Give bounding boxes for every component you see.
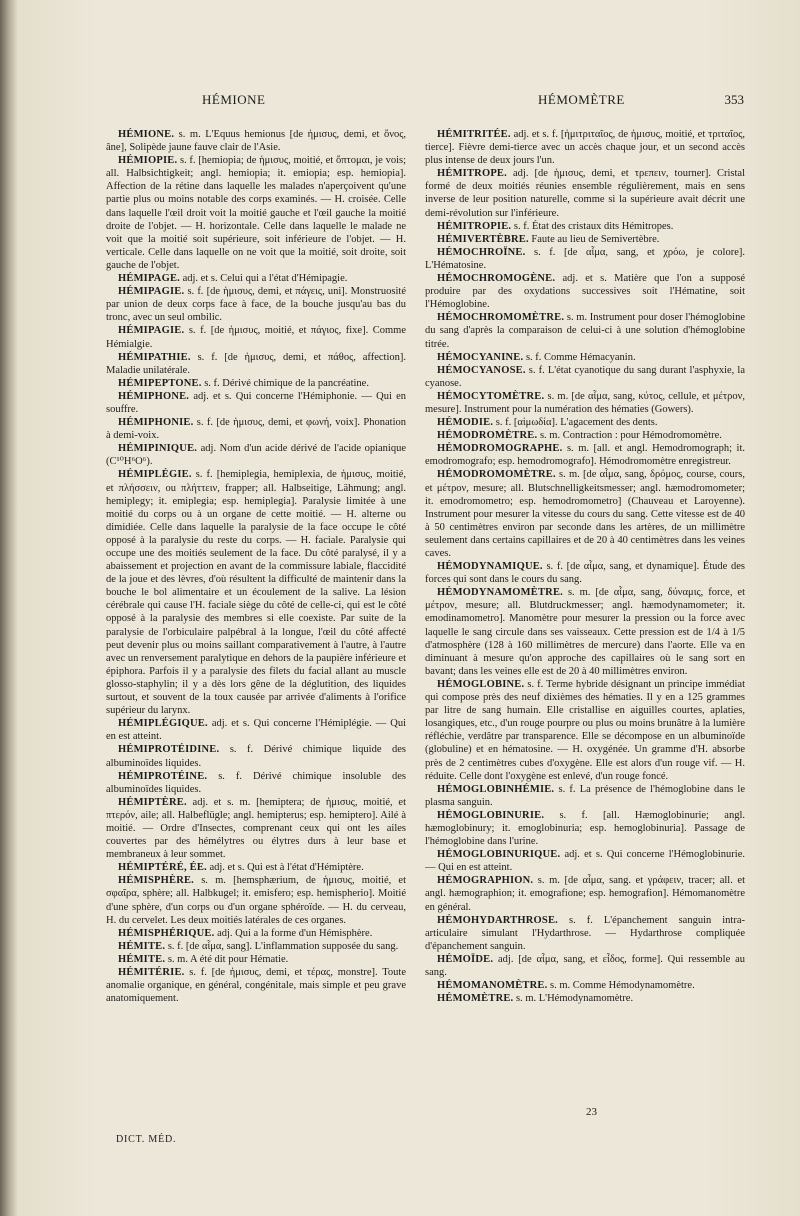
entry-headword: HÉMIPATHIE. bbox=[118, 351, 191, 363]
entry-definition: s. f. [hemiopia; de ἡμισυς, moitié, et ὄπτομαι, je vois; all. Halbsichtigkeit; angl. hemiopia; it. emiopia; esp. hemiopia]. Affection de la rétine dans laquelle les malades n'aperçoivent qu'une partie plus ou moins notable des corps examinés. — H. croisée. Celle dans laquelle l'œil droit voit la moitié gauche et l'œil gauche la moitié droite de l'objet. — H. horizontale. Celle dans laquelle le malade ne voit que la moitié soit supérieure, soit inférieure de l'objet. — H. verticale. Celle dans laquelle on ne voit que la moitié, soit droite, soit gauche de l'objet. bbox=[106, 155, 406, 271]
right-column bbox=[425, 128, 745, 1005]
dictionary-entry bbox=[425, 953, 745, 979]
entry-headword: HÉMIPHONE. bbox=[118, 390, 190, 402]
dictionary-entry bbox=[425, 272, 745, 311]
entry-headword: HÉMODIE. bbox=[437, 417, 494, 429]
entry-headword: HÉMOCYANOSE. bbox=[437, 364, 526, 376]
dictionary-entry bbox=[106, 390, 406, 416]
dictionary-entry bbox=[425, 167, 745, 219]
entry-definition: s. f. [de αἷμα, sang]. L'inflammation supposée du sang. bbox=[165, 940, 399, 952]
entry-headword: HÉMITROPIE. bbox=[437, 220, 512, 232]
entry-definition: s. m. Contraction : pour Hémodromomètre. bbox=[537, 430, 722, 442]
dictionary-entry bbox=[106, 966, 406, 1005]
dictionary-entry bbox=[425, 874, 745, 913]
entry-headword: HÉMIPTÈRE. bbox=[118, 796, 187, 808]
entry-headword: HÉMODROMOMÈTRE. bbox=[437, 469, 556, 481]
page-number: 353 bbox=[724, 92, 744, 107]
entry-headword: HÉMITRITÉE. bbox=[437, 129, 511, 140]
entry-definition: s. m. [all. et angl. Hemodromograph; it. emodromografo; esp. hemodromografo]. Hémodromomètre enregistreur. bbox=[425, 443, 745, 468]
dictionary-entry bbox=[425, 678, 745, 783]
running-header bbox=[106, 92, 744, 112]
dictionary-entry bbox=[106, 351, 406, 377]
dictionary-entry bbox=[106, 940, 406, 953]
entry-definition: s. f. État des cristaux dits Hémitropes. bbox=[511, 220, 674, 232]
entry-headword: HÉMIOPIE. bbox=[118, 155, 178, 167]
entry-definition: s. f. Terme hybride désignant un principe immédiat qui compose près des neuf dixièmes des hématies. Il y en a 125 grammes par litre de sang humain. Elle cristallise en aiguilles courtes, aplaties, losangiques, etc., d'un rouge pourpre ou plus ou moins brunâtre à la lumière réfléchie, verdâtre par transparence. Elle se décompose en un albuminoïde (globuline) et en hématosine. — H. oxygénée. Un gramme d'H. absorbe près de 2 centimètres cubes d'oxygène. Elle est alors d'un rouge vif. — H. réduite. Celle dont l'oxygène est enlevé, d'un rouge foncé. bbox=[425, 678, 745, 782]
entry-definition: adj. et s. f. [ἡμιτριταῖος, de ἡμισυς, moitié, et τριταῖος, tierce]. Fièvre demi-tierce avec un accès chaque jour, et un second accès plus intense de deux jours l'un. bbox=[425, 129, 745, 167]
entry-headword: HÉMIPAGE. bbox=[118, 273, 180, 285]
entry-definition: s. f. [de ἡμισυς, moitié, et πάγιος, fixe]. Comme Hémialgie. bbox=[106, 325, 406, 350]
entry-headword: HÉMITÉRIE. bbox=[118, 967, 185, 978]
dictionary-entry bbox=[425, 783, 745, 809]
entry-definition: adj. et s. Qui concerne l'Hémiplégie. — Qui en est atteint. bbox=[106, 718, 406, 743]
dictionary-entry bbox=[425, 992, 745, 1005]
dictionary-entry bbox=[425, 128, 745, 167]
signature-mark: 23 bbox=[586, 1106, 597, 1118]
entry-headword: HÉMOMANOMÈTRE. bbox=[437, 980, 548, 992]
entry-definition: adj. Nom d'un acide dérivé de l'acide opianique (C¹⁰H⁶O⁶). bbox=[106, 443, 406, 468]
entry-headword: HÉMOCHROMOGÈNE. bbox=[437, 273, 556, 285]
entry-definition: s. m. A été dit pour Hématie. bbox=[165, 953, 289, 965]
entry-definition: adj. et s. Matière que l'on a supposé produire par des oxydations successives soit l'Hématine, soit l'Hémoglobine. bbox=[425, 273, 745, 311]
entry-definition: s. f. [de αἷμα, sang, et dynamique]. Étude des forces qui sont dans le cours du sang. bbox=[425, 561, 745, 586]
entry-headword: HÉMOCYANINE. bbox=[437, 351, 524, 363]
dictionary-entry bbox=[425, 220, 745, 233]
entry-definition: s. f. [αἱμωδία]. L'agacement des dents. bbox=[493, 417, 658, 429]
dictionary-entry bbox=[425, 246, 745, 272]
entry-definition: Faute au lieu de Semivertèbre. bbox=[528, 233, 660, 245]
entry-headword: HÉMOÏDE. bbox=[437, 953, 494, 965]
entry-headword: HÉMIPROTÉINE. bbox=[118, 770, 208, 782]
dictionary-entry bbox=[106, 717, 406, 743]
entry-headword: HÉMISPHÉRIQUE. bbox=[118, 927, 215, 939]
dictionary-entry bbox=[425, 429, 745, 442]
entry-headword: HÉMITE. bbox=[118, 953, 166, 965]
dictionary-entry bbox=[106, 796, 406, 861]
entry-definition: s. m. [de αἷμα, sang, δύναμις, force, et μέτρον, mesure; all. Blutdruckmesser; angl. hæmodynamometer; it. emodinamometro]. Manomètre pour mesurer la pression ou la force avec laquelle le sang circule dans ses vaisseaux. Cette pression est de 1/4 à 1/5 d'atmosphère (128 à 160 millimètres de mercure) dans l'aorte. Elle va en diminuant à mesure qu'on approche des capillaires où le sang sort en bavant; dans les veines elle est de 20 à 40 millimètres environ. bbox=[425, 587, 745, 677]
entry-headword: HÉMIPAGIE. bbox=[118, 286, 185, 298]
entry-headword: HÉMIPLÉGIQUE. bbox=[118, 718, 208, 730]
entry-headword: HÉMODROMÈTRE. bbox=[437, 430, 538, 442]
entry-definition: adj. [de ἡμισυς, demi, et τρεπειν, tourner]. Cristal formé de deux moitiés réunies ensemble régulièrement, mais en sens inverse de leur position naturelle, comme si la supérieure avait décrit une demi-révolution sur l'inférieure. bbox=[425, 168, 745, 219]
entry-definition: s. f. L'épanchement sanguin intra-articulaire simulant l'Hydarthrose. — Hydarthrose compliquée d'épanchement sanguin. bbox=[425, 914, 745, 952]
entry-definition: s. f. [de ἡμισυς, demi, et πάθος, affection]. Maladie unilatérale. bbox=[106, 351, 406, 376]
entry-definition: s. f. [de ἡμισυς, demi, et φωνή, voix]. Phonation à demi-voix. bbox=[106, 417, 406, 442]
entry-definition: s. m. [de αἷμα, sang. et γράφειν, tracer; all. et angl. hæmographion; it. emografione; esp. hemografion]. Hémomanomètre en général. bbox=[425, 875, 745, 913]
entry-definition: s. m. [hemsphærium, de ἡμισυς, moitié, et σφαῖρα, sphère; all. Halbkugel; it. emisfero; esp. hemispherio]. Moitié d'une sphère, d'un corps ou d'un organe sphéroïde. — H. du cerveau, H. du cervelet. Les deux moitiés latérales de ces organes. bbox=[106, 875, 406, 926]
entry-headword: HÉMOCHROÏNE. bbox=[437, 246, 526, 258]
entry-headword: HÉMOGLOBINE. bbox=[437, 678, 525, 690]
dictionary-entry bbox=[106, 874, 406, 926]
entry-headword: HÉMODYNAMOMÈTRE. bbox=[437, 587, 563, 599]
dictionary-entry bbox=[106, 953, 406, 966]
entry-definition: s. m. L'Hémodynamomètre. bbox=[513, 993, 634, 1005]
entry-definition: adj. et s. m. [hemiptera; de ἡμισυς, moitié, et πτερόν, aile; all. Halbeflügle; angl. hemipterus; esp. hemiptero]. Ailé à moitié. — Ordre d'Insectes, comprenant ceux qui ont les ailes couvertes par des hémélytres ou élytres durs à leur base et membraneux à leur sommet. bbox=[106, 796, 406, 861]
dictionary-entry bbox=[425, 311, 745, 350]
dictionary-entry bbox=[106, 416, 406, 442]
dictionary-entry bbox=[106, 927, 406, 940]
entry-definition: s. f. Dérivé chimique liquide des albuminoïdes liquides. bbox=[106, 744, 406, 769]
dictionary-entry bbox=[425, 848, 745, 874]
dictionary-entry bbox=[106, 285, 406, 324]
header-right-word: HÉMOMÈTRE bbox=[538, 92, 625, 107]
dictionary-entry bbox=[106, 468, 406, 717]
entry-headword: HÉMOCYTOMÈTRE. bbox=[437, 390, 545, 402]
dictionary-entry bbox=[106, 770, 406, 796]
dictionary-entry bbox=[425, 586, 745, 678]
dictionary-entry bbox=[106, 861, 406, 874]
page-gutter-shadow bbox=[0, 0, 18, 1216]
entry-headword: HÉMIPTÉRÉ, ÉE. bbox=[118, 862, 207, 874]
dictionary-entry bbox=[106, 324, 406, 350]
entry-definition: s. f. Dérivé chimique insoluble des albuminoïdes liquides. bbox=[106, 770, 406, 795]
entry-definition: s. m. L'Equus hemionus [de ἡμισυς, demi, et ὄνος, âne], Solipède jaune fauve clair de l'Asie. bbox=[106, 129, 406, 154]
dictionary-entry bbox=[425, 233, 745, 246]
entry-definition: s. f. [all. Hæmoglobinurie; angl. hæmoglobinury; it. emoglobinuria; esp. hemoglobinuria]. Passage de l'hémoglobine dans l'urine. bbox=[425, 809, 745, 848]
entry-headword: HÉMITE. bbox=[118, 940, 166, 952]
entry-headword: HÉMISPHÈRE. bbox=[118, 875, 195, 887]
entry-headword: HÉMITROPE. bbox=[437, 168, 507, 180]
dictionary-entry bbox=[106, 154, 406, 272]
left-column bbox=[106, 128, 406, 1005]
entry-headword: HÉMIPEPTONE. bbox=[118, 377, 202, 389]
dictionary-entry bbox=[425, 914, 745, 953]
dictionary-entry bbox=[425, 442, 745, 468]
entry-definition: adj. [de αἷμα, sang, et εἶδος, forme]. Qui ressemble au sang. bbox=[425, 953, 745, 978]
entry-headword: HÉMIVERTÈBRE. bbox=[437, 233, 529, 245]
entry-definition: adj. Qui a la forme d'un Hémisphère. bbox=[214, 927, 373, 939]
dictionary-entry bbox=[425, 351, 745, 364]
header-left-word: HÉMIONE bbox=[202, 92, 266, 107]
dictionary-entry bbox=[106, 442, 406, 468]
entry-definition: adj. et s. Celui qui a l'état d'Hémipagie. bbox=[179, 273, 348, 285]
entry-definition: s. m. [de αἷμα, sang, κύτος, cellule, et μέτρον, mesure]. Instrument pour la numération des hématies (Gowers). bbox=[425, 390, 745, 415]
dictionary-entry bbox=[425, 416, 745, 429]
entry-definition: adj. et s. Qui est à l'état d'Hémiptère. bbox=[206, 862, 364, 874]
entry-headword: HÉMIPAGIE. bbox=[118, 325, 185, 337]
dictionary-entry bbox=[425, 468, 745, 560]
entry-headword: HÉMOGLOBINURIQUE. bbox=[437, 849, 561, 861]
dictionary-entry bbox=[425, 364, 745, 390]
entry-headword: HÉMOGLOBINHÉMIE. bbox=[437, 783, 555, 795]
entry-definition: s. f. [de ἡμισυς, demi, et πάγεις, uni]. Monstruosité par union de deux corps face à face, de la bouche jusqu'au bas du tronc, avec un seul ombilic. bbox=[106, 286, 406, 324]
entry-definition: s. m. [de αἷμα, sang, δρόμος, course, cours, et μέτρον, mesure; all. Blutschnelligkeitsmesser; angl. hæmodromometer; it. emodromometro; esp. hemodromometro] (Chauveau et Laroyenne). Instrument pour mesurer la vitesse du cours du sang. Cette vitesse est de 40 à 50 centimètres environ par seconde dans les artères, de un millimètre seulement dans certains capillaires et de 20 à 40 centimètres dans les veines caves. bbox=[425, 469, 745, 559]
entry-headword: HÉMOGLOBINURIE. bbox=[437, 809, 545, 821]
entry-definition: s. f. [hemiplegia, hemiplexia, de ἡμισυς, moitié, et πλήσσειν, ou πλήττειν, frapper; all. Halbseitige, Lähmung; angl. hemiplegy; it. emiplegia; esp. hemiplegia]. Paralysie limitée à une moitié du corps ou à un organe de cette moitié. — H. alterne ou dimidiée. Celle dans laquelle la paralysie de la face occupe le côté opposé à la paralysie du reste du corps. — H. faciale. Paralysie qui occupe une des moitiés seulement de la face. Du côté paralysé, il y a abaissement et projection en avant de la commissure labiale, flaccidité de la joue et des lèvres, d'où résultent la difficulté de maintenir dans la bouche le bol alimentaire et un écoulement de la salive. La lésion cérébrale qui cause l'H. faciale siège du côté de celle-ci, qui est le côté opposé à la paralysie des membres si elle coexiste. Par suite de la paralysie de l'orbiculaire palpébral à la longue, l'œil du côté affecté peut devenir plus ou moins saillant comparativement à l'autre, à l'autre avec un renversement paralytique en dehors de la paupière inférieure et épiphora. Parfois il y a paralysie des filets du facial allant au muscle glosso-staphylin; il y a dès lors gêne de la déglutition, des liquides surtout, et souvent de la toux causée par arrivée d'aliments à l'orifice supérieur du larynx. bbox=[106, 469, 406, 717]
entry-headword: HÉMIONE. bbox=[118, 129, 175, 140]
entry-headword: HÉMIPLÉGIE. bbox=[118, 469, 192, 481]
entry-definition: s. f. L'état cyanotique du sang durant l'asphyxie, la cyanose. bbox=[425, 364, 745, 389]
dictionary-entry bbox=[425, 809, 745, 848]
entry-headword: HÉMOMÈTRE. bbox=[437, 993, 514, 1005]
dictionary-entry bbox=[425, 560, 745, 586]
entry-definition: adj. et s. Qui concerne l'Hémiphonie. — Qui en souffre. bbox=[106, 390, 406, 415]
entry-definition: s. f. [de αἷμα, sang, et χρόω, je colore]. L'Hématosine. bbox=[425, 246, 745, 271]
footer-dict-label: DICT. MÉD. bbox=[116, 1134, 177, 1145]
entry-definition: adj. et s. Qui concerne l'Hémoglobinurie. — Qui en est atteint. bbox=[425, 849, 745, 874]
entry-headword: HÉMOGRAPHION. bbox=[437, 875, 534, 887]
entry-headword: HÉMOHYDARTHROSE. bbox=[437, 914, 558, 926]
entry-definition: s. f. [de ἡμισυς, demi, et τέρας, monstre]. Toute anomalie organique, en général, congénitale, mais simple et peu grave anatomiquement. bbox=[106, 967, 406, 1005]
entry-headword: HÉMIPHONIE. bbox=[118, 417, 194, 429]
entry-definition: s. m. Comme Hémodynamomètre. bbox=[547, 980, 695, 992]
dictionary-entry bbox=[106, 272, 406, 285]
entry-headword: HÉMIPROTÉIDINE. bbox=[118, 744, 220, 756]
entry-headword: HÉMOCHROMOMÈTRE. bbox=[437, 312, 565, 324]
dictionary-entry bbox=[425, 390, 745, 416]
dictionary-entry bbox=[425, 979, 745, 992]
entry-definition: s. f. Comme Hémacyanin. bbox=[523, 351, 636, 363]
entry-headword: HÉMODROMOGRAPHE. bbox=[437, 443, 563, 455]
entry-definition: s. m. Instrument pour doser l'hémoglobine du sang d'après la comparaison de celui-ci à une solution d'hémoglobine titrée. bbox=[425, 312, 745, 350]
entry-headword: HÉMIPINIQUE. bbox=[118, 443, 198, 455]
dictionary-entry bbox=[106, 743, 406, 769]
entry-definition: s. f. Dérivé chimique de la pancréatine. bbox=[201, 377, 369, 389]
entry-headword: HÉMODYNAMIQUE. bbox=[437, 561, 543, 573]
dictionary-entry bbox=[106, 128, 406, 154]
dictionary-entry bbox=[106, 377, 406, 390]
entry-definition: s. f. La présence de l'hémoglobine dans le plasma sanguin. bbox=[425, 783, 745, 808]
